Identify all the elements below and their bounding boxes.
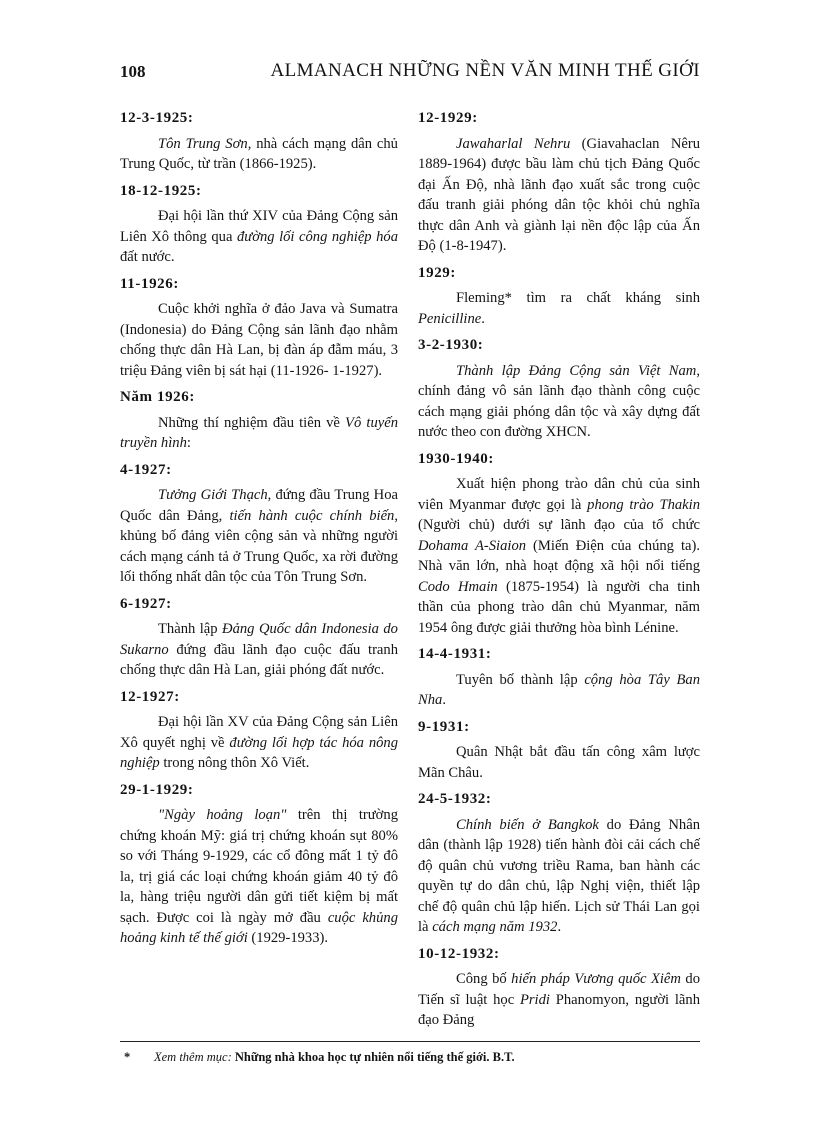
text-run: Fleming* tìm ra chất kháng sinh	[456, 290, 700, 306]
text-run: Quân Nhật bắt đầu tấn công xâm lược Mãn Châu.	[418, 744, 700, 781]
entry-text	[120, 413, 398, 454]
entry-text	[120, 206, 398, 268]
entry-date: 12-3-1925:	[120, 110, 194, 126]
text-run: đất nước.	[120, 249, 175, 265]
text-run: Những thí nghiệm đầu tiên về	[158, 414, 346, 431]
text-run: (1875-1954) là người cha tinh thần của phong trào dân chủ Myanmar, năm 1954 ông được giải thưởng hòa bình Lénine.	[418, 578, 700, 636]
entry-text	[418, 742, 700, 783]
footnote-divider	[120, 1041, 700, 1042]
page-header	[120, 56, 700, 90]
entry-date: 4-1927:	[120, 461, 172, 478]
footnote-marker: *	[124, 1050, 131, 1064]
text-run: (Người chủ) dưới sự lãnh đạo của tổ chức	[418, 517, 700, 533]
text-run: do Đảng Nhân dân (thành lập 1928) tiến hành đòi cải cách chế độ quân chủ vương triều Rama, ban hành các quyền tự do dân chủ, lập Nghị viện, thiết lập chế độ quân chủ lập hiến. Lịch sử Thái Lan gọi là	[418, 816, 700, 935]
emphasized-text: cộng hòa Tây Ban Nha	[418, 671, 700, 708]
emphasized-text: đường lối hợp tác hóa nông nghiệp	[120, 734, 399, 771]
text-run: Đại hội lần thứ XIV của Đảng Cộng sản Liên Xô thông qua	[120, 208, 398, 245]
text-run: Tuyên bố thành lập	[456, 671, 585, 688]
left-column	[120, 108, 398, 949]
text-run: do Tiến sĩ luật học	[418, 971, 700, 1008]
emphasized-text: Đảng Quốc dân Indonesia do Sukarno	[120, 621, 398, 658]
entry-text	[120, 712, 398, 774]
entry-date: 18-12-1925:	[120, 182, 202, 199]
emphasized-text: Chính biến ở Bangkok	[456, 816, 599, 833]
emphasized-text: Vô tuyến truyền hình	[120, 414, 398, 451]
entry-date: 14-4-1931:	[418, 646, 492, 662]
entry-date: 12-1927:	[120, 688, 180, 705]
running-title: ALMANACH NHỮNG NỀN VĂN MINH THẾ GIỚI	[270, 60, 700, 81]
emphasized-text: Pridi	[519, 991, 550, 1008]
entry-date: 12-1929:	[418, 110, 478, 126]
emphasized-text: Jawaharlal Nehru	[456, 135, 571, 152]
footnote	[124, 1050, 700, 1065]
text-run: .	[557, 919, 562, 935]
text-run: đứng đầu lãnh đạo cuộc đấu tranh chống thực dân Hà Lan, giải phóng đất nước.	[120, 641, 398, 678]
footnote-text: Những nhà khoa học tự nhiên nổi tiếng thế giới. B.T.	[231, 1050, 515, 1064]
emphasized-text: cách mạng năm 1932	[432, 919, 558, 935]
emphasized-text: Codo Hmain	[418, 578, 498, 595]
entry-date: 11-1926:	[120, 275, 179, 292]
entry-text	[418, 134, 700, 257]
text-run: Xuất hiện phong trào dân chủ của sinh viên Myanmar được gọi là	[418, 476, 700, 513]
emphasized-text: phong trào Thakin	[587, 496, 700, 513]
entry-date: 1929:	[418, 264, 456, 281]
emphasized-text: Dohama A-Siaion	[418, 537, 527, 554]
text-run: , nhà cách mạng dân chủ Trung Quốc, từ trần (1866-1925).	[120, 135, 398, 172]
entry-text	[418, 815, 700, 938]
text-run: , đứng đầu Trung Hoa Quốc dân Đảng,	[120, 487, 398, 524]
entry-text	[120, 619, 398, 681]
entry-text	[418, 361, 700, 443]
entry-date: 29-1-1929:	[120, 781, 194, 798]
entry-text	[120, 805, 398, 949]
emphasized-text: đường lối công nghiệp hóa	[236, 228, 398, 245]
emphasized-text: "Ngày hoảng loạn"	[158, 807, 287, 823]
entry-text	[418, 670, 700, 711]
footnote-lead: Xem thêm mục:	[154, 1050, 232, 1064]
emphasized-text: Tưởng Giới Thạch	[158, 487, 268, 503]
text-run: trên thị trường chứng khoán Mỹ: giá trị chứng khoán sụt 80% so với Tháng 9-1929, các cổ đông mất 1 tỷ đô la, trị giá các loại chứng khoán giảm 40 tỷ đô la, hàng triệu người dân gửi tiết kiệm bị mất sạch. Được coi là ngày mở đầu	[120, 807, 398, 926]
entry-date: Năm 1926:	[120, 389, 195, 405]
text-run: (Giavahaclan Nêru 1889-1964) được bầu làm chủ tịch Đảng Quốc đại Ấn Độ, nhà lãnh đạo xuất sắc trong cuộc đấu tranh giải phóng dân tộc khỏi chủ nghĩa thực dân Anh và giành lại nền độc lập của Ấn Độ (1-8-1947).	[418, 135, 700, 254]
emphasized-text: Tôn Trung Sơn	[158, 135, 248, 152]
page-number: 108	[120, 62, 146, 81]
entry-date: 1930-1940:	[418, 450, 494, 467]
text-run: :	[186, 435, 191, 451]
text-run: Công bố	[456, 971, 512, 987]
entry-text	[120, 485, 398, 588]
entry-date: 9-1931:	[418, 718, 470, 735]
emphasized-text: cuộc khủng hoảng kinh tế thế giới	[120, 909, 398, 946]
text-run: Phanomyon, người lãnh đạo Đảng	[418, 991, 700, 1028]
entry-date: 10-12-1932:	[418, 945, 500, 962]
text-run: Đại hội lần XV của Đảng Cộng sản Liên Xô quyết nghị về	[120, 714, 398, 751]
right-column	[418, 108, 700, 1031]
emphasized-text: tiến hành cuộc chính biến	[229, 507, 395, 524]
entry-text	[418, 474, 700, 638]
text-run: (Miến Điện của chúng ta). Nhà văn lớn, nhà hoạt động xã hội nổi tiếng	[418, 537, 700, 574]
text-run: Thành lập	[158, 621, 223, 637]
entry-text	[418, 969, 700, 1031]
text-run: Cuộc khởi nghĩa ở đảo Java và Sumatra (Indonesia) do Đảng Cộng sản lãnh đạo nhằm chống thực dân Hà Lan, bị đàn áp đẫm máu, 3 triệu Đảng viên bị sát hại (11-1926- 1-1927).	[120, 301, 398, 379]
entry-text	[418, 288, 700, 329]
entry-date: 3-2-1930:	[418, 337, 484, 353]
entry-date: 6-1927:	[120, 595, 172, 612]
text-run: .	[442, 692, 446, 708]
emphasized-text: hiến pháp Vương quốc Xiêm	[511, 971, 681, 987]
text-run: .	[481, 310, 485, 327]
entry-date: 24-5-1932:	[418, 791, 492, 807]
emphasized-text: Penicilline	[418, 310, 482, 327]
text-run: (1929-1933).	[247, 930, 329, 946]
entry-text	[120, 134, 398, 175]
text-run: , khủng bố đảng viên cộng sản và những người cách mạng cánh tả ở Trung Quốc, xa rời đường lối thống nhất dân tộc của Tôn Trung Sơn.	[120, 507, 398, 585]
emphasized-text: Thành lập Đảng Cộng sản Việt Nam	[456, 362, 697, 379]
entry-text	[120, 299, 398, 381]
text-run: trong nông thôn Xô Viết.	[159, 755, 310, 771]
text-run: , chính đảng vô sản lãnh đạo thành công cuộc cách mạng giải phóng dân tộc và xây dựng đất nước theo con đường XHCN.	[418, 362, 700, 440]
